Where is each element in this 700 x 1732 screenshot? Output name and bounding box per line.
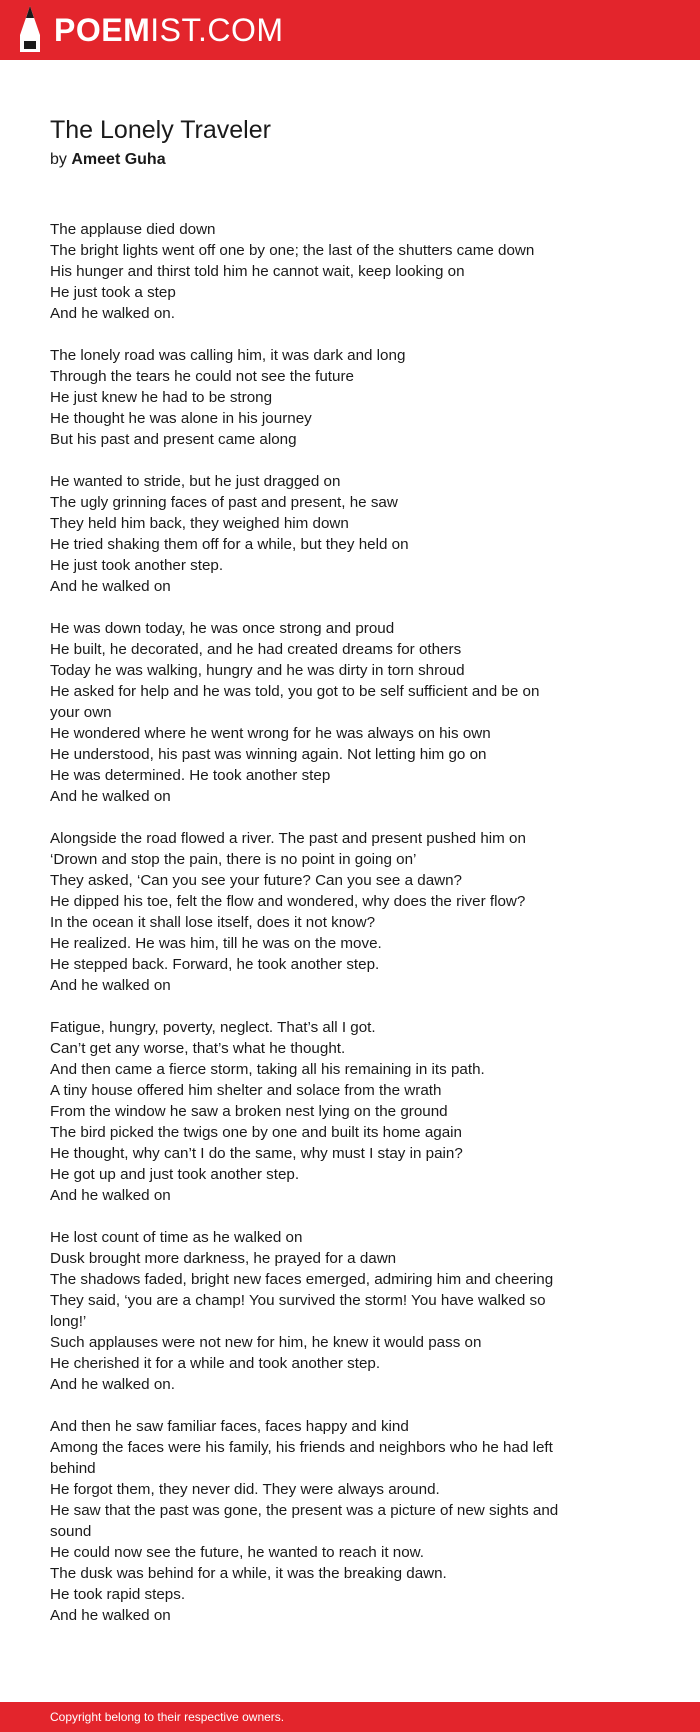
poem-line: And he walked on xyxy=(50,1607,171,1624)
poem-body xyxy=(50,219,570,1647)
poem-line: Among the faces were his family, his friends and neighbors who he had left behind xyxy=(50,1439,553,1477)
stanza xyxy=(50,828,570,996)
poem-line: The ugly grinning faces of past and present, he saw xyxy=(50,494,398,511)
poem-line: And he walked on xyxy=(50,578,171,595)
poem-line: He asked for help and he was told, you got to be self sufficient and be on your own xyxy=(50,683,540,721)
poem-line: His hunger and thirst told him he cannot wait, keep looking on xyxy=(50,263,465,280)
poem-line: The bright lights went off one by one; the last of the shutters came down xyxy=(50,242,535,259)
poem-line: A tiny house offered him shelter and solace from the wrath xyxy=(50,1082,442,1099)
poem-line: He thought he was alone in his journey xyxy=(50,410,312,427)
poem-line: He wanted to stride, but he just dragged on xyxy=(50,473,341,490)
poem-line: He was down today, he was once strong and proud xyxy=(50,620,395,637)
poem-line: The dusk was behind for a while, it was the breaking dawn. xyxy=(50,1565,447,1582)
poem-line: ‘Drown and stop the pain, there is no point in going on’ xyxy=(50,851,417,868)
poem-line: And he walked on xyxy=(50,977,171,994)
poem-line: Dusk brought more darkness, he prayed for a dawn xyxy=(50,1250,397,1267)
poem-line: Through the tears he could not see the future xyxy=(50,368,354,385)
poem-line: Today he was walking, hungry and he was dirty in torn shroud xyxy=(50,662,465,679)
poem-line: He built, he decorated, and he had created dreams for others xyxy=(50,641,462,658)
poem-line: He just knew he had to be strong xyxy=(50,389,273,406)
author-name: Ameet Guha xyxy=(71,151,166,168)
poem-line: They held him back, they weighed him down xyxy=(50,515,349,532)
poem-line: He dipped his toe, felt the flow and wondered, why does the river flow? xyxy=(50,893,526,910)
poem-line: He understood, his past was winning again. Not letting him go on xyxy=(50,746,487,763)
stanza xyxy=(50,345,570,450)
stanza xyxy=(50,1017,570,1206)
by-label: by xyxy=(50,151,67,168)
poem-line: In the ocean it shall lose itself, does it not know? xyxy=(50,914,376,931)
byline xyxy=(50,149,271,171)
logo-bold-text: POEM xyxy=(54,12,151,48)
poem-line: The bird picked the twigs one by one and built its home again xyxy=(50,1124,463,1141)
poem-line: He stepped back. Forward, he took another step. xyxy=(50,956,380,973)
poem-line: From the window he saw a broken nest lying on the ground xyxy=(50,1103,448,1120)
pencil-tip-icon[interactable] xyxy=(18,5,42,55)
poem-line: And then he saw familiar faces, faces happy and kind xyxy=(50,1418,409,1435)
poem-line: He saw that the past was gone, the present was a picture of new sights and sound xyxy=(50,1502,559,1540)
poem-line: He lost count of time as he walked on xyxy=(50,1229,303,1246)
poem-line: He could now see the future, he wanted to reach it now. xyxy=(50,1544,425,1561)
poem-line: He got up and just took another step. xyxy=(50,1166,300,1183)
poem-line: He was determined. He took another step xyxy=(50,767,331,784)
stanza xyxy=(50,1227,570,1395)
poem-line: He forgot them, they never did. They were always around. xyxy=(50,1481,440,1498)
poem-line: He realized. He was him, till he was on the move. xyxy=(50,935,382,952)
poem-line: And he walked on. xyxy=(50,1376,175,1393)
poem-line: He just took a step xyxy=(50,284,176,301)
poem-line: And he walked on xyxy=(50,1187,171,1204)
poem-line: He just took another step. xyxy=(50,557,224,574)
poem-line: Can’t get any worse, that’s what he thought. xyxy=(50,1040,346,1057)
poem-line: He tried shaking them off for a while, but they held on xyxy=(50,536,409,553)
stanza xyxy=(50,618,570,807)
poem-line: He took rapid steps. xyxy=(50,1586,186,1603)
poem-line: They said, ‘you are a champ! You survived the storm! You have walked so long!’ xyxy=(50,1292,546,1330)
poem-line: He thought, why can’t I do the same, why must I stay in pain? xyxy=(50,1145,463,1162)
poem-title: The Lonely Traveler xyxy=(50,116,271,144)
stanza xyxy=(50,219,570,324)
poem-line: They asked, ‘Can you see your future? Can you see a dawn? xyxy=(50,872,462,889)
stanza xyxy=(50,471,570,597)
poem-line: But his past and present came along xyxy=(50,431,297,448)
stanza xyxy=(50,1416,570,1626)
poem-line: The lonely road was calling him, it was dark and long xyxy=(50,347,406,364)
poem-line: And then came a fierce storm, taking all his remaining in its path. xyxy=(50,1061,485,1078)
poem-line: He wondered where he went wrong for he was always on his own xyxy=(50,725,491,742)
copyright-text: Copyright belong to their respective owners. xyxy=(50,1710,285,1724)
poem-header xyxy=(50,112,271,171)
logo-light-text: IST.COM xyxy=(150,12,284,48)
site-logo[interactable] xyxy=(54,14,284,46)
poem-line: Fatigue, hungry, poverty, neglect. That’s all I got. xyxy=(50,1019,376,1036)
poem-line: He cherished it for a while and took another step. xyxy=(50,1355,381,1372)
poem-line: The shadows faded, bright new faces emerged, admiring him and cheering xyxy=(50,1271,554,1288)
poem-line: Such applauses were not new for him, he knew it would pass on xyxy=(50,1334,482,1351)
site-footer xyxy=(0,1702,700,1732)
poem-line: The applause died down xyxy=(50,221,216,238)
site-header xyxy=(0,0,700,60)
poem-line: And he walked on xyxy=(50,788,171,805)
poem-line: Alongside the road flowed a river. The past and present pushed him on xyxy=(50,830,526,847)
poem-line: And he walked on. xyxy=(50,305,175,322)
